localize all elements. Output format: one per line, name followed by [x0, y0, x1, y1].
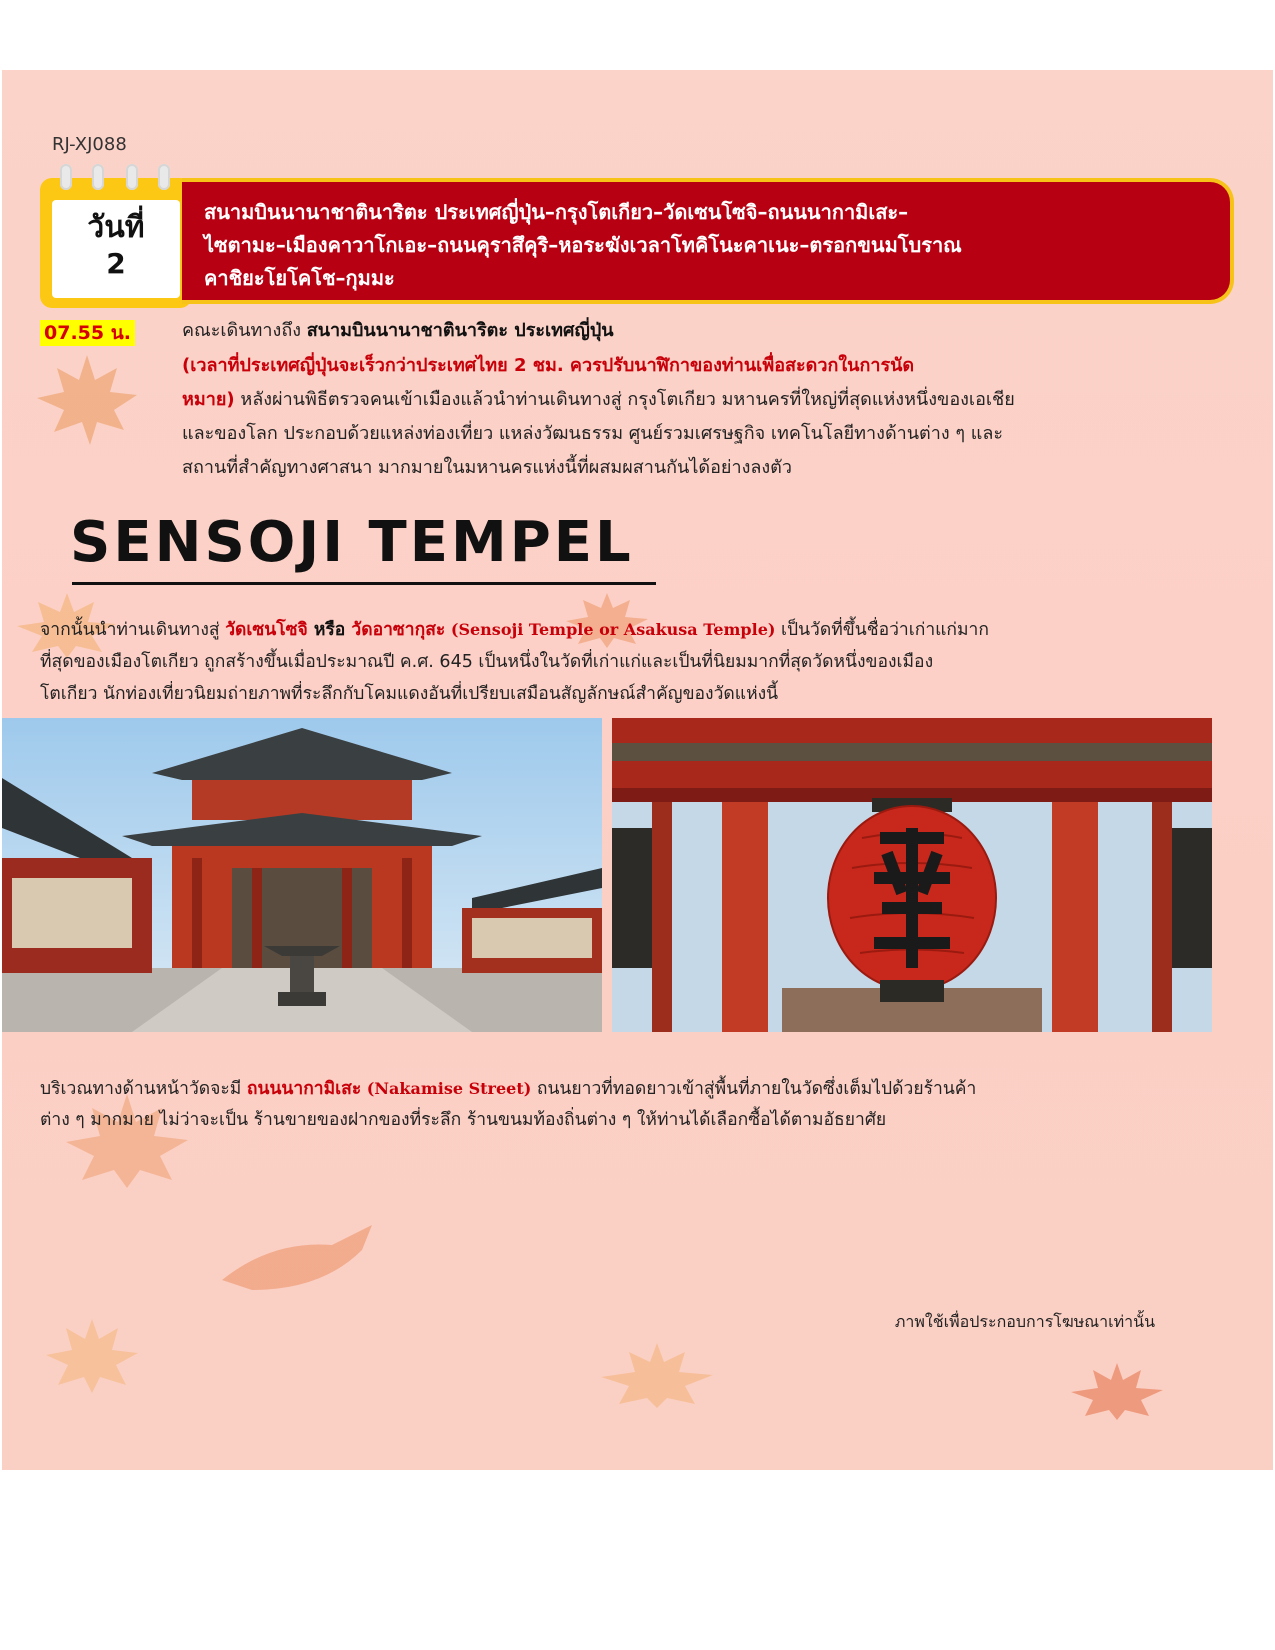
temple-gate-photo: [2, 718, 602, 1032]
itinerary-header-banner: [182, 178, 1234, 304]
section-title: SENSOJI TEMPEL: [70, 510, 634, 575]
sensoji-name-en: (Sensoji Temple or Asakusa Temple): [445, 620, 776, 639]
schedule-time: 07.55 น.: [40, 320, 135, 346]
day-number: 2: [106, 247, 126, 280]
sensoji-line-rest: เป็นวัดที่ขึ้นชื่อว่าเก่าแก่มาก: [775, 620, 989, 640]
red-lantern-photo: [612, 718, 1212, 1032]
nakamise-name: ถนนนากามิเสะ: [246, 1079, 362, 1099]
sensoji-line: ที่สุดของเมืองโตเกียว ถูกสร้างขึ้นเมื่อประมาณปี ค.ศ. 645 เป็นหนึ่งในวัดที่เก่าแก่และเป็นที่นิยมมากที่สุดวัดหนึ่งของเมือง: [40, 652, 934, 672]
maple-leaf-icon: [212, 1220, 382, 1300]
document-code: RJ-XJ088: [52, 134, 127, 155]
header-line: คาชิยะโยโคโช–กุมมะ: [204, 266, 395, 290]
sensoji-intro: จากนั้นนำท่านเดินทางสู่: [40, 620, 226, 640]
day-label: วันที่: [87, 210, 145, 245]
page-sheet: [2, 70, 1273, 1470]
sensoji-name: วัดเซนโซจิ: [225, 620, 308, 640]
desc-line: และของโลก ประกอบด้วยแหล่งท่องเที่ยว แหล่งวัฒนธรรม ศูนย์รวมเศรษฐกิจ เทคโนโลยีทางด้านต่าง ๆ และ: [182, 423, 1004, 444]
time-difference-note-end: หมาย): [182, 389, 235, 410]
maple-leaf-icon: [1067, 1360, 1167, 1420]
day-calendar-icon: [40, 178, 192, 308]
schedule-arrival: [182, 314, 614, 348]
nakamise-line: ต่าง ๆ มากมาย ไม่ว่าจะเป็น ร้านขายของฝากของที่ระลึก ร้านขนมท้องถิ่นต่าง ๆ ให้ท่านได้เลือกซื้อได้ตามอัธยาศัย: [40, 1110, 887, 1130]
calendar-ring-icon: [126, 164, 138, 190]
time-difference-note: (เวลาที่ประเทศญี่ปุ่นจะเร็วกว่าประเทศไทย 2 ชม. ควรปรับนาฬิกาของท่านเพื่อสะดวกในการนัด: [182, 355, 915, 376]
arrival-prefix: คณะเดินทางถึง: [182, 320, 307, 341]
schedule-desc: [182, 383, 1015, 417]
calendar-ring-icon: [158, 164, 170, 190]
sensoji-line: [40, 613, 989, 647]
desc-line: สถานที่สำคัญทางศาสนา มากมายในมหานครแห่งนี้ที่ผสมผสานกันได้อย่างลงตัว: [182, 457, 792, 478]
schedule-note: [182, 349, 914, 383]
header-line: สนามบินนานาชาตินาริตะ ประเทศญี่ปุ่น–กรุงโตเกียว–วัดเซนโซจิ–ถนนนากามิเสะ–: [204, 200, 909, 224]
nakamise-line: [40, 1072, 976, 1106]
sensoji-or: หรือ: [307, 620, 352, 640]
sensoji-name-alt: วัดอาซากุสะ: [351, 620, 446, 640]
calendar-ring-icon: [92, 164, 104, 190]
calendar-face: [52, 200, 180, 298]
title-underline: [72, 582, 656, 585]
nakamise-name-en: (Nakamise Street): [361, 1079, 532, 1098]
nakamise-line-rest: ถนนยาวที่ทอดยาวเข้าสู่พื้นที่ภายในวัดซึ่งเต็มไปด้วยร้านค้า: [531, 1079, 977, 1099]
maple-leaf-icon: [42, 1315, 142, 1395]
maple-leaf-icon: [597, 1340, 717, 1410]
nakamise-intro: บริเวณทางด้านหน้าวัดจะมี: [40, 1079, 247, 1099]
calendar-ring-icon: [60, 164, 72, 190]
maple-leaf-icon: [32, 350, 142, 450]
header-line: ไซตามะ–เมืองคาวาโกเอะ–ถนนคุราสึคุริ–หอระฆังเวลาโทคิโนะคาเนะ–ตรอกขนมโบราณ: [204, 233, 962, 257]
arrival-place: สนามบินนานาชาตินาริตะ ประเทศญี่ปุ่น: [306, 320, 614, 341]
sensoji-line: โตเกียว นักท่องเที่ยวนิยมถ่ายภาพที่ระลึกกับโคมแดงอันที่เปรียบเสมือนสัญลักษณ์สำคัญของวัดแห่งนี้: [40, 684, 779, 704]
image-disclaimer: ภาพใช้เพื่อประกอบการโฆษณาเท่านั้น: [894, 1312, 1155, 1331]
desc-line: หลังผ่านพิธีตรวจคนเข้าเมืองแล้วนำท่านเดินทางสู่ กรุงโตเกียว มหานครที่ใหญ่ที่สุดแห่งหนึ่งของเอเชีย: [234, 389, 1015, 410]
